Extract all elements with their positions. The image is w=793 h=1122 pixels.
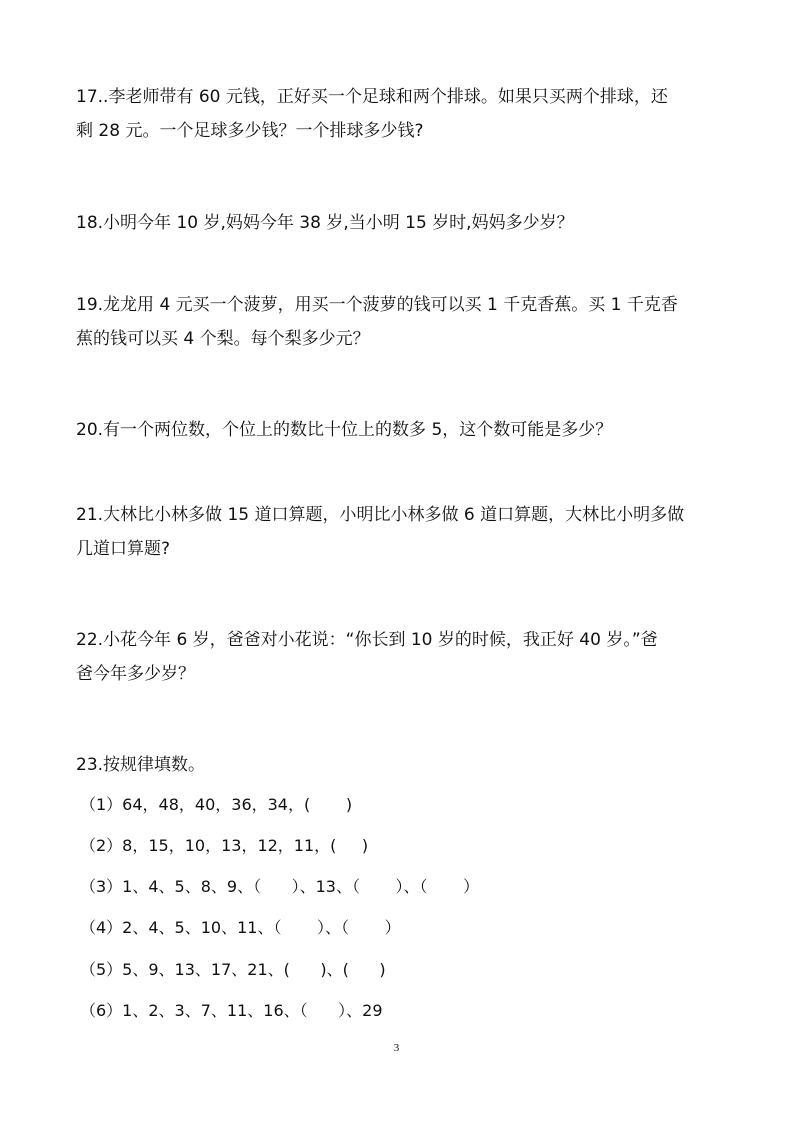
- page-number: 3: [393, 1042, 400, 1054]
- sequence-3: （3）1、4、5、8、9、（ ）、13、（ ）、（ ）: [80, 877, 480, 896]
- sequence-6: （6）1、2、3、7、11、16、（ ）、29: [80, 1001, 383, 1020]
- question-21-line-2: 几道口算题?: [76, 539, 171, 559]
- question-22-line-1: 22.小花今年 6 岁，爸爸对小花说：“你长到 10 岁的时候，我正好 40 岁。”爸: [76, 630, 658, 650]
- question-17-line-2: 剩 28 元。一个足球多少钱？一个排球多少钱?: [76, 121, 424, 141]
- question-19: [76, 288, 726, 356]
- question-20-line-1: 20.有一个两位数，个位上的数比十位上的数多 5，这个数可能是多少？: [76, 420, 613, 440]
- question-19-line-2: 蕉的钱可以买 4 个梨。每个梨多少元？: [76, 329, 370, 349]
- sequence-2: （2）8，15，10，13，12，11，( ): [80, 836, 369, 855]
- sequence-4: （4）2、4、5、10、11、（ ）、（ ）: [80, 918, 401, 937]
- sequence-5: （5）5、9、13、17、21、( )、( ): [80, 960, 386, 979]
- sequence-1: （1）64，48，40，36，34，( ): [80, 795, 353, 814]
- question-23: [76, 748, 726, 782]
- question-18-line-1: 18.小明今年 10 岁,妈妈今年 38 岁,当小明 15 岁时,妈妈多少岁？: [76, 213, 574, 233]
- question-23-title: 23.按规律填数。: [76, 755, 206, 775]
- question-22: [76, 623, 726, 691]
- question-17: [76, 80, 726, 148]
- question-21: [76, 498, 726, 566]
- question-19-line-1: 19.龙龙用 4 元买一个菠萝，用买一个菠萝的钱可以买 1 千克香蕉。买 1 千克香: [76, 295, 678, 315]
- question-21-line-1: 21.大林比小林多做 15 道口算题，小明比小林多做 6 道口算题，大林比小明多做: [76, 505, 685, 525]
- question-20: [76, 413, 726, 447]
- question-18: [76, 206, 726, 240]
- question-22-line-2: 爸今年多少岁？: [76, 664, 195, 684]
- question-17-line-1: 17..李老师带有 60 元钱，正好买一个足球和两个排球。如果只买两个排球，还: [76, 87, 668, 107]
